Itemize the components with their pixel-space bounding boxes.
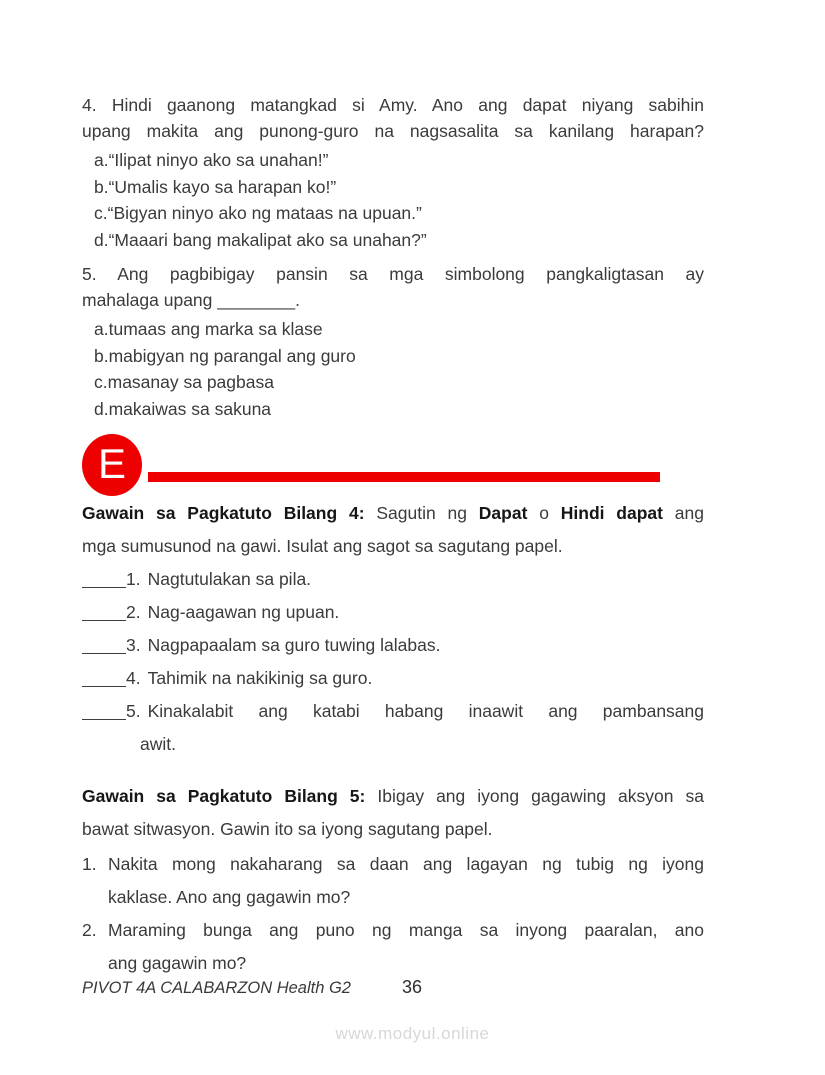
activity-4-item-2 <box>82 596 704 629</box>
activity-4-heading-line-1 <box>82 497 704 530</box>
question-5-stem-line-2: mahalaga upang ________. <box>82 290 300 310</box>
activity-5-item-1 <box>82 848 704 881</box>
item-text: Nagpapaalam sa guro tuwing lalabas. <box>147 635 441 655</box>
item-number: 2. <box>82 920 97 940</box>
item-number: 4. <box>126 668 141 688</box>
question-5-option-d: d.makaiwas sa sakuna <box>94 398 272 419</box>
item-text: Maraming bunga ang puno ng manga sa inyong paaralan, ano <box>108 920 704 940</box>
question-4-option-b: b.“Umalis kayo sa harapan ko!” <box>94 176 337 197</box>
activity-4-item-3 <box>82 629 704 662</box>
activity-4-item-1 <box>82 563 704 596</box>
activity-4-item-5-wrap: awit. <box>140 734 176 754</box>
section-divider-line <box>148 472 660 482</box>
question-4 <box>82 92 704 253</box>
question-5-option-c: c.masanay sa pagbasa <box>94 372 274 392</box>
activity-4-heading-line-2: mga sumusunod na gawi. Isulat ang sagot sa sagutang papel. <box>82 536 563 556</box>
activity-4-item-4 <box>82 662 704 695</box>
question-5-stem-line-1: 5. Ang pagbibigay pansin sa mga simbolong pangkaligtasan ay <box>82 264 704 284</box>
activity-4-title: Gawain sa Pagkatuto Bilang 4: <box>82 503 365 523</box>
question-4-option-c: c.“Bigyan ninyo ako ng mataas na upuan.” <box>94 203 422 223</box>
item-text: Tahimik na nakikinig sa guro. <box>147 668 373 688</box>
answer-blank <box>82 695 126 720</box>
item-text: Nagtutulakan sa pila. <box>147 569 312 589</box>
activity-5-title: Gawain sa Pagkatuto Bilang 5: <box>82 786 366 806</box>
item-number: 5. <box>126 701 141 721</box>
activity-4-intro-seg-2: o <box>539 503 549 523</box>
activity-4-intro-bold-dapat: Dapat <box>478 503 528 523</box>
activity-5-intro-seg: Ibigay ang iyong gagawing aksyon sa <box>377 786 704 806</box>
activity-5-item-1-wrap: kaklase. Ano ang gagawin mo? <box>108 887 351 907</box>
question-4-stem-line-2: upang makita ang punong-guro na nagsasalita sa kanilang harapan? <box>82 121 704 141</box>
footer-module-title: PIVOT 4A CALABARZON Health G2 <box>82 979 351 997</box>
answer-blank <box>82 662 126 687</box>
question-5-option-b: b.mabigyan ng parangal ang guro <box>94 345 356 366</box>
activity-5-heading-line-2: bawat sitwasyon. Gawin ito sa iyong sagutang papel. <box>82 819 493 839</box>
question-4-option-d: d.“Maaari bang makalipat ako sa unahan?” <box>94 229 427 250</box>
question-4-options <box>82 147 704 253</box>
activity-4-item-5 <box>82 695 704 728</box>
question-4-stem-line-1: 4. Hindi gaanong matangkad si Amy. Ano ang dapat niyang sabihin <box>82 95 704 115</box>
page-number: 36 <box>402 977 423 997</box>
question-5-options <box>82 316 704 422</box>
answer-blank <box>82 596 126 621</box>
activity-4-intro-seg-3: ang <box>674 503 704 523</box>
item-text: Kinakalabit ang katabi habang inaawit ang pambansang <box>147 701 704 721</box>
activity-4-intro-seg-1: Sagutin ng <box>376 503 467 523</box>
activity-5-heading-line-1 <box>82 780 704 813</box>
item-number: 3. <box>126 635 141 655</box>
question-4-option-a: a.“Ilipat ninyo ako sa unahan!” <box>94 150 329 170</box>
watermark-url: www.modyul.online <box>335 1024 490 1043</box>
question-5-option-a: a.tumaas ang marka sa klase <box>94 319 323 339</box>
activity-4-intro-bold-hindi-dapat: Hindi dapat <box>560 503 663 523</box>
activity-5-item-2 <box>82 914 704 947</box>
item-number: 2. <box>126 602 141 622</box>
activity-4 <box>82 497 704 761</box>
item-text: Nakita mong nakaharang sa daan ang lagayan ng tubig ng iyong <box>108 854 704 874</box>
answer-blank <box>82 563 126 588</box>
activity-5-items <box>82 848 704 980</box>
answer-blank <box>82 629 126 654</box>
section-e-badge <box>82 434 142 496</box>
activity-5-item-2-wrap: ang gagawin mo? <box>108 953 247 973</box>
item-number: 1. <box>126 569 141 589</box>
item-text: Nag-aagawan ng upuan. <box>147 602 340 622</box>
section-e-letter: E <box>97 439 126 487</box>
activity-5 <box>82 780 704 980</box>
question-5 <box>82 261 704 422</box>
item-number: 1. <box>82 854 97 874</box>
